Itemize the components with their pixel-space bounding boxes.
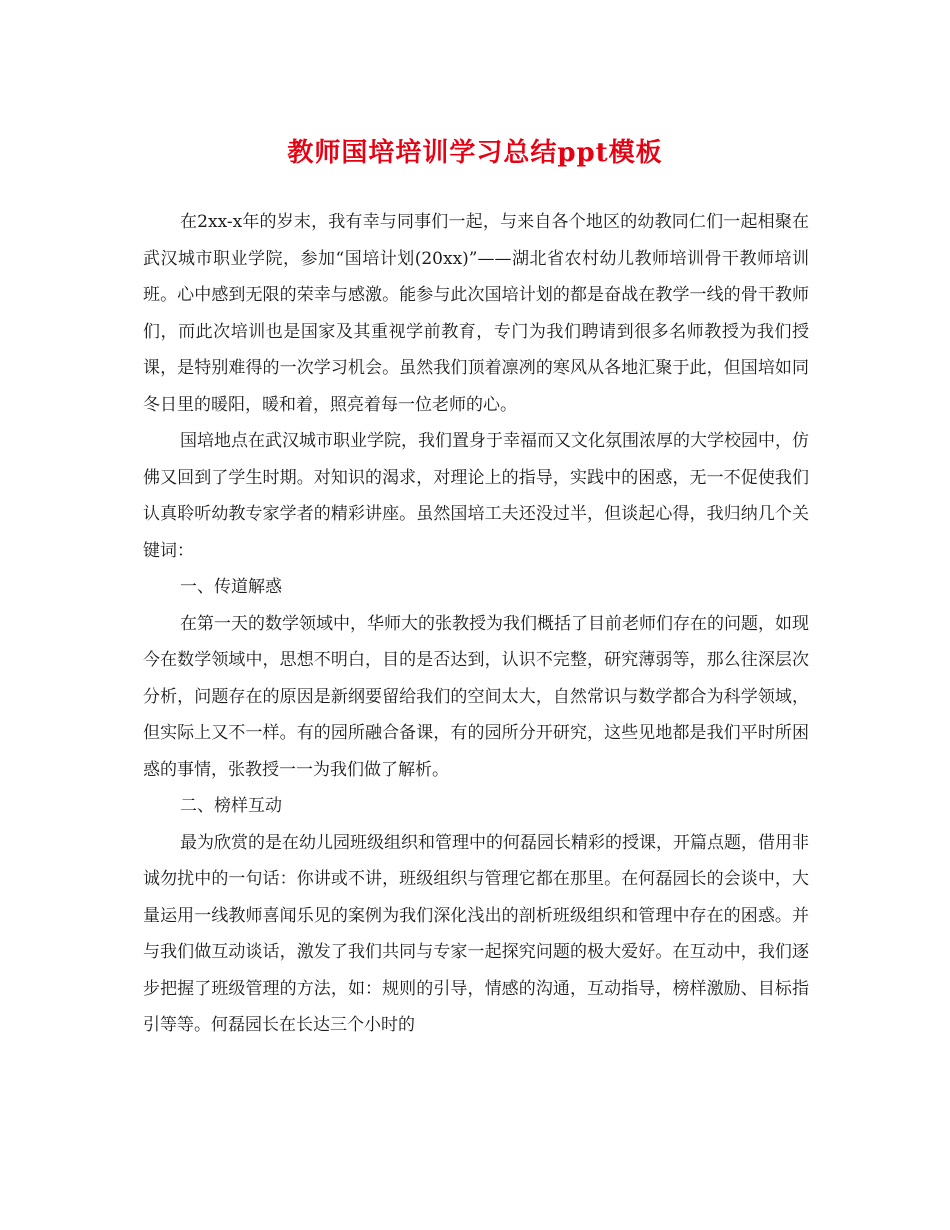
document-title: 教师国培培训学习总结ppt模板 — [287, 138, 663, 168]
paragraph-section-2: 最为欣赏的是在幼儿园班级组织和管理中的何磊园长精彩的授课，开篇点题，借用非诚勿扰中的一句话：你讲或不讲，班级组织与管理它都在那里。在何磊园长的会谈中，大量运用一线教师喜闻乐见的案例为我们深化浅出的剖析班级组织和管理中存在的困惑。并与我们做互动谈话，激发了我们共同与专家一起探究问题的极大爱好。在互动中，我们逐步把握了班级管理的方法，如：规则的引导，情感的沟通，互动指导，榜样激励、目标指引等等。何磊园长在长达三个小时的 — [143, 832, 809, 1035]
paragraph-intro: 在2xx-x年的岁末，我有幸与同事们一起，与来自各个地区的幼教同仁们一起相聚在武汉城市职业学院，参加“国培计划(20xx)”——湖北省农村幼儿教师培训骨干教师培训班。心中感到无限的荣幸与感激。能参与此次国培计划的都是奋战在教学一线的骨干教师们，而此次培训也是国家及其重视学前教育，专门为我们聘请到很多名师教授为我们授课，是特别难得的一次学习机会。虽然我们顶着凛冽的寒风从各地汇聚于此，但国培如同冬日里的暖阳，暖和着，照亮着每一位老师的心。 — [143, 212, 809, 415]
paragraph-section-1: 在第一天的数学领域中，华师大的张教授为我们概括了目前老师们存在的问题，如现今在数学领域中，思想不明白，目的是否达到，认识不完整，研究薄弱等，那么往深层次分析，问题存在的原因是新纲要留给我们的空间太大，自然常识与数学都合为科学领域，但实际上又不一样。有的园所融合备课，有的园所分开研究，这些见地都是我们平时所困惑的事情，张教授一一为我们做了解析。 — [143, 613, 809, 780]
paragraph-location: 国培地点在武汉城市职业学院，我们置身于幸福而又文化氛围浓厚的大学校园中，仿佛又回到了学生时期。对知识的渴求，对理论上的指导，实践中的困惑，无一不促使我们认真聆听幼教专家学者的精彩讲座。虽然国培工夫还没过半，但谈起心得，我归纳几个关键词： — [143, 431, 809, 561]
section-heading-2: 二、榜样互动 — [180, 796, 282, 816]
section-heading-1: 一、传道解惑 — [180, 577, 282, 597]
document-body — [143, 204, 809, 1044]
